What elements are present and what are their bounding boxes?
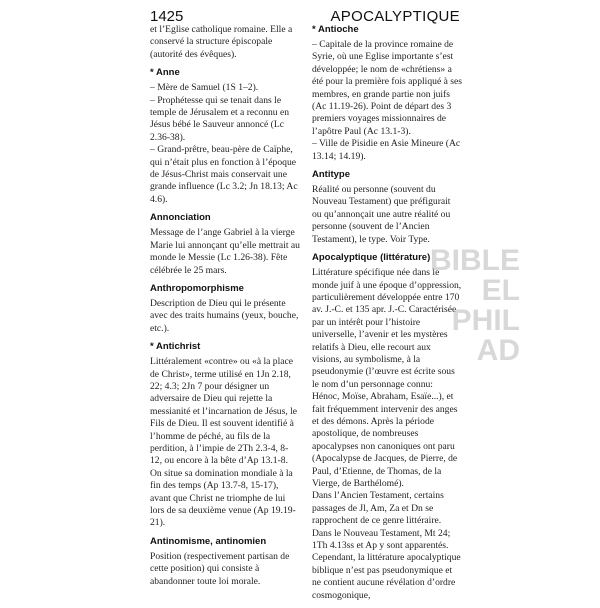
entry-paragraph: – Mère de Samuel (1S 1–2). [150, 82, 259, 94]
dictionary-entry [150, 341, 300, 530]
running-headword: APOCALYPTIQUE [330, 8, 460, 25]
page-number: 1425 [150, 8, 184, 25]
entry-headword: Apocalyptique (littérature) [312, 252, 431, 264]
dictionary-entry [150, 212, 300, 277]
entry-paragraph: Position (respectivement partisan de cette position) qui consiste à abandonner toute loi morale. [150, 550, 290, 587]
entry-paragraph: Description de Dieu qui le présente avec des traits humains (yeux, bouche, etc.). [150, 297, 299, 334]
dictionary-entry [150, 67, 300, 206]
entry-headword: Anthropomorphisme [150, 282, 244, 294]
dictionary-entry [312, 169, 462, 246]
entry-paragraph: Message de l’ange Gabriel à la vierge Marie lui annonçant qu’elle mettrait au monde le Messie (Lc 1.26-38). Fête célébrée le 25 mars. [150, 227, 300, 276]
dictionary-entry [312, 24, 462, 163]
dictionary-entry [150, 283, 300, 335]
entry-paragraph: – Prophétesse qui se tenait dans le temple de Jérusalem et a reconnu en Jésus bébé le Sauveur annoncé (Lc 2.36-38). [150, 94, 290, 143]
entry-paragraph: – Ville de Pisidie en Asie Mineure (Ac 13.14; 14.19). [312, 138, 461, 162]
entry-paragraph: – Capitale de la province romaine de Syrie, où une Eglise importante s’est développée; le nom de «chrétiens» a été pour la première fois appliqué à ses membres, en grande partie non juifs (Ac 11.19-26). Point de départ des 3 premiers voyages missionnaires de l’apôtre Paul (Ac 13.1-3). [312, 39, 462, 137]
entry-headword: Antitype [312, 169, 350, 181]
entry-headword: Annonciation [150, 212, 211, 224]
entry-paragraph: Littéralement «contre» ou «à la place de Christ», terme utilisé en 1Jn 2.18, 22; 4.3; 2Jn 7 pour désigner un adversaire de Dieu qui rejette la messianité et l’incarnation de Jésus, le Fils de Dieu. Il est souvent identifié à l’homme de péché, au fils de la perdition, à l’impie de 2Th 2.3-4, 8-12, ou encore à la bête d’Ap 13.1-8. On situe sa domination mondiale à la fin des temps (Ap 13.7-8, 15-17), avant que Christ ne triomphe de lui lors de sa deuxième venue (Ap 19.19-21). [150, 356, 298, 529]
entry-headword: * Antichrist [150, 341, 201, 353]
entry-paragraph: – Grand-prêtre, beau-père de Caïphe, qui n’était plus en fonction à l’époque de Jésus-Christ mais conservait une grande influence (Lc 3.2; Jn 18.13; Ac 4.6). [150, 144, 298, 205]
watermark: BIBLE EL PHIL AD [430, 244, 520, 367]
entry-headword: Antinomisme, antinomien [150, 535, 267, 547]
entry-headword: * Antioche [312, 24, 359, 35]
dictionary-entry [150, 24, 300, 61]
running-header [150, 4, 460, 26]
entry-headword: * Anne [150, 67, 180, 79]
entry-paragraph: Littérature spécifique née dans le monde juif à une époque d’oppression, particulièrement développée entre 170 av. J.-C. et 135 apr. J.-C. Caractérisée par un intérêt pour l’histoire universelle, l’avenir et les mystères relatifs à Dieu, elle recourt aux visions, au symbolisme, à la pseudonymie (l’œuvre est écrite sous le nom d’un personnage connu: Hénoc, Moïse, Abraham, Esaïe...), et fait fréquemment intervenir des anges et des démons. Après la période apostolique, de nombreuses apocalypses non canoniques ont paru (Apocalypse de Jacques, de Pierre, de Paul, d’Etienne, de Thomas, de la Vierge, de Barthélomé). [312, 267, 462, 489]
entry-paragraph: Dans l’Ancien Testament, certains passages de Jl, Am, Za et Dn se rapprochent de ce genre littéraire. Dans le Nouveau Testament, Mt 24; 1Th 4.13ss et Ap y sont apparentés. Cependant, la littérature apocalyptique biblique n’est pas pseudonymique et ne contient aucune révélation d’ordre cosmogonique, [312, 490, 461, 601]
entry-paragraph: et l’Eglise catholique romaine. Elle a conservé la structure épiscopale (autorité des évêques). [150, 24, 293, 60]
dictionary-entry [150, 536, 300, 588]
left-column [150, 24, 300, 594]
entry-paragraph: Réalité ou personne (souvent du Nouveau Testament) que préfigurait ou qu’annonçait une autre réalité ou personne (souvent de l’Ancien Testament), le type. Voir Type. [312, 184, 451, 245]
